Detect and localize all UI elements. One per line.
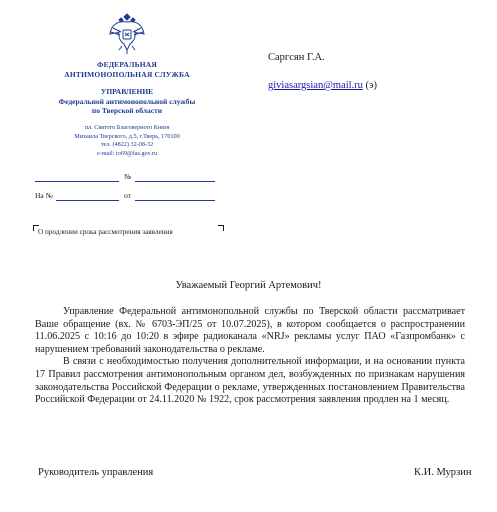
address-line-1: пл. Святого Благоверного Князя [84,124,170,131]
incoming-number-line [56,200,119,201]
department-title: УПРАВЛЕНИЕ [100,87,154,96]
recipient-email-suffix: (э) [362,80,378,91]
outgoing-date-line [35,181,119,182]
signatory-name: К.И. Мурзин [414,467,472,478]
incoming-date-line [135,200,215,201]
department-name [32,87,222,116]
recipient-name: Саргсян Г.А. [268,52,325,63]
greeting: Уважаемый Георгий Артемович! [175,280,322,291]
number-label: № [124,172,132,181]
coat-of-arms-icon [107,10,147,56]
department-address [32,124,222,158]
service-line-2: АНТИМОНОПОЛЬНАЯ СЛУЖБА [64,70,190,79]
body-paragraph-1: Управление Федеральной антимонопольной службы по Тверской области рассматривает Ваше обращение (вх. № 6703-ЭП/25 от 10.07.2025), в котором сообщается о распространении 11.06.2025 с 10:16 до 10:20 в эфире радиоканала «NRJ» рекламы услуг ПАО «Газпромбанк» с нарушением требований законодательства о рекламе. [35,306,465,355]
from-label: от [124,191,131,200]
letter-body [35,306,465,407]
service-name [32,60,222,80]
service-line-1: ФЕДЕРАЛЬНАЯ [96,60,158,69]
outgoing-number-line [135,181,215,182]
phone-line: тел. (4822) 32-08-32 [100,141,154,148]
subject-line: О продлении срока рассмотрения заявления [38,228,173,236]
department-line-2: Федеральной антимонопольной службы [58,96,196,106]
recipient-email [268,80,377,91]
on-number-label: На № [35,191,53,200]
signatory-position: Руководитель управления [38,467,154,478]
department-line-3: по Тверской области [91,106,163,115]
address-line-2: Михаила Тверского, д.5, г.Тверь, 170100 [74,132,180,140]
recipient-email-link[interactable]: givia​sargsian@mail.ru [268,80,363,91]
email-line: e-mail: to69@fas.gov.ru [96,149,158,157]
body-paragraph-2: В связи с необходимостью получения дополнительной информации, и на основании пункта 17 Правил рассмотрения антимонопольным органом дел, возбужденных по признакам нарушения законодательства Российской Федерации о рекламе, утвержденных постановлением Правительства Российской Федерации от 24.11.2020 № 1922, срок рассмотрения заявления продлен на 1 месяц. [35,356,465,406]
